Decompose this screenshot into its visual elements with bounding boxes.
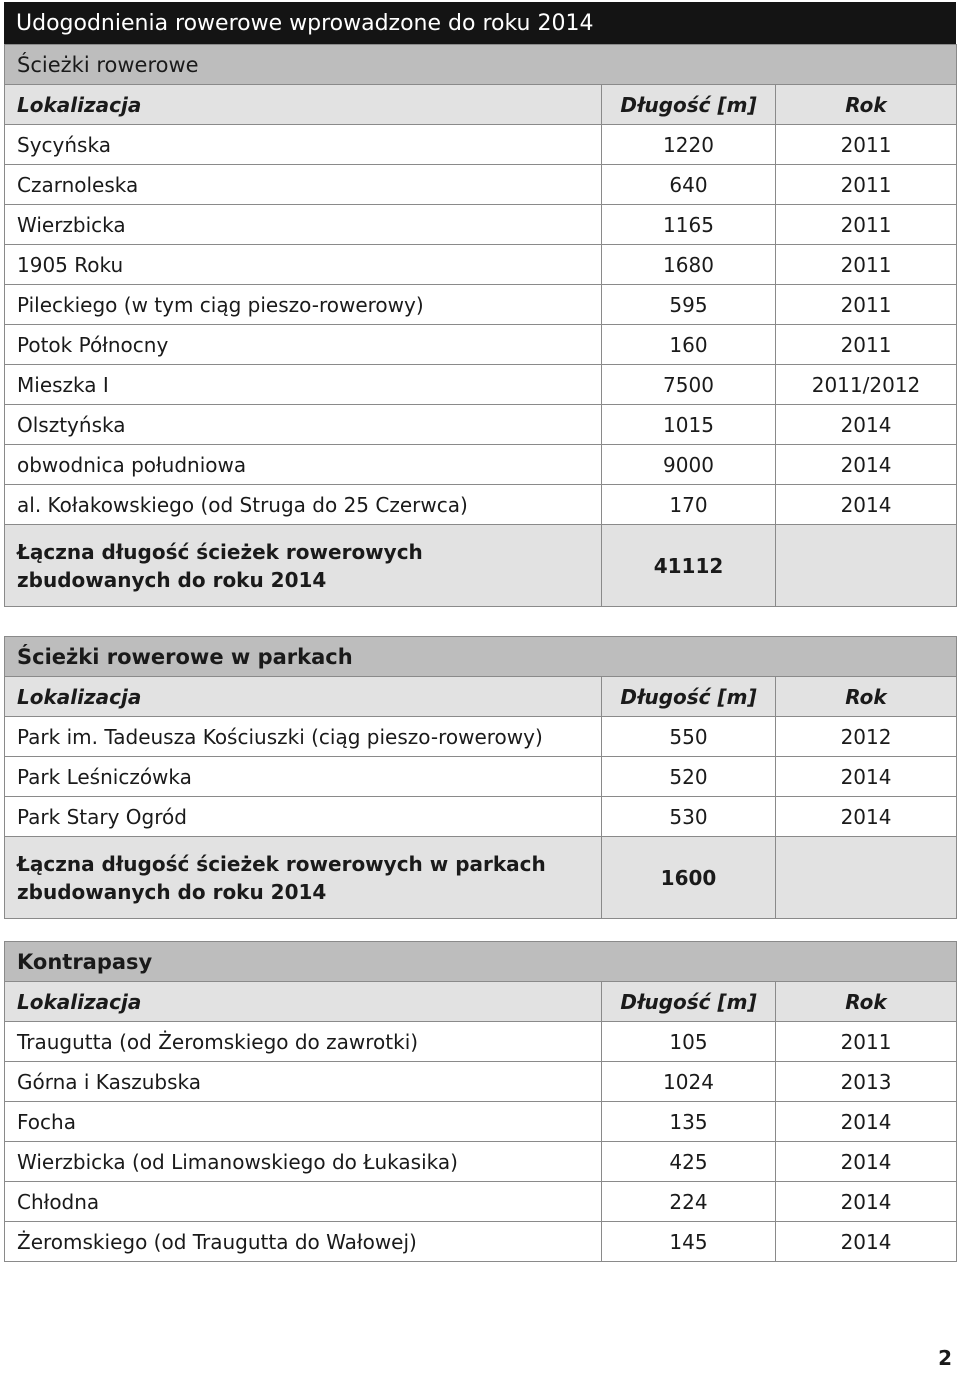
cell-year: 2014 — [776, 405, 957, 445]
column-header-location: Lokalizacja — [5, 982, 602, 1022]
total-row — [5, 525, 957, 607]
cell-location: Górna i Kaszubska — [5, 1062, 602, 1102]
table-row — [5, 365, 957, 405]
column-header-length: Długość [m] — [602, 677, 776, 717]
cell-length: 530 — [602, 797, 776, 837]
table-row — [5, 1062, 957, 1102]
cell-length: 160 — [602, 325, 776, 365]
column-header-year: Rok — [776, 982, 957, 1022]
cell-year: 2012 — [776, 717, 957, 757]
table-row — [5, 1182, 957, 1222]
cell-length: 170 — [602, 485, 776, 525]
cell-year: 2013 — [776, 1062, 957, 1102]
cell-year: 2011 — [776, 1022, 957, 1062]
column-header-location: Lokalizacja — [5, 677, 602, 717]
cell-location: Sycyńska — [5, 125, 602, 165]
table-row — [5, 445, 957, 485]
table-row — [5, 1222, 957, 1262]
cell-location: Chłodna — [5, 1182, 602, 1222]
cell-location: Mieszka I — [5, 365, 602, 405]
cell-length: 9000 — [602, 445, 776, 485]
total-label-line-2: zbudowanych do roku 2014 — [17, 567, 327, 592]
cell-year: 2014 — [776, 485, 957, 525]
table-row — [5, 205, 957, 245]
cell-year: 2014 — [776, 1182, 957, 1222]
total-label-line-1: Łączna długość ścieżek rowerowych — [17, 539, 423, 564]
cell-length: 1015 — [602, 405, 776, 445]
cell-year: 2014 — [776, 445, 957, 485]
cell-year: 2011 — [776, 165, 957, 205]
cell-year: 2011 — [776, 125, 957, 165]
cell-length: 224 — [602, 1182, 776, 1222]
table-contraflow — [4, 941, 957, 1262]
table-row — [5, 1022, 957, 1062]
cell-length: 550 — [602, 717, 776, 757]
cell-year: 2011 — [776, 325, 957, 365]
table-park-paths — [4, 636, 957, 919]
cell-location: Olsztyńska — [5, 405, 602, 445]
cell-location: Focha — [5, 1102, 602, 1142]
table-row — [5, 165, 957, 205]
cell-year: 2014 — [776, 797, 957, 837]
total-value: 41112 — [602, 525, 776, 607]
table-row — [5, 325, 957, 365]
cell-year: 2014 — [776, 1102, 957, 1142]
table-row — [5, 245, 957, 285]
cell-length: 1220 — [602, 125, 776, 165]
cell-length: 520 — [602, 757, 776, 797]
cell-year: 2011 — [776, 285, 957, 325]
cell-location: Traugutta (od Żeromskiego do zawrotki) — [5, 1022, 602, 1062]
table-row — [5, 125, 957, 165]
cell-location: Park Stary Ogród — [5, 797, 602, 837]
cell-location: al. Kołakowskiego (od Struga do 25 Czerwca) — [5, 485, 602, 525]
cell-year: 2014 — [776, 1222, 957, 1262]
cell-length: 105 — [602, 1022, 776, 1062]
section-title: Kontrapasy — [5, 942, 957, 982]
cell-location: Park im. Tadeusza Kościuszki (ciąg pieszo-rowerowy) — [5, 717, 602, 757]
cell-location: Czarnoleska — [5, 165, 602, 205]
section-title: Ścieżki rowerowe w parkach — [5, 637, 957, 677]
cell-year: 2011 — [776, 245, 957, 285]
table-row — [5, 285, 957, 325]
cell-year: 2014 — [776, 1142, 957, 1182]
table-row — [5, 405, 957, 445]
table-row — [5, 717, 957, 757]
cell-year: 2011 — [776, 205, 957, 245]
total-row — [5, 837, 957, 919]
column-header-year: Rok — [776, 85, 957, 125]
total-value: 1600 — [602, 837, 776, 919]
table-row — [5, 757, 957, 797]
total-label — [5, 837, 602, 919]
cell-year: 2014 — [776, 757, 957, 797]
column-header-length: Długość [m] — [602, 85, 776, 125]
table-bike-paths — [4, 44, 957, 607]
section-title: Ścieżki rowerowe — [5, 45, 957, 85]
total-label-line-2: zbudowanych do roku 2014 — [17, 879, 327, 904]
column-header-length: Długość [m] — [602, 982, 776, 1022]
cell-length: 1024 — [602, 1062, 776, 1102]
page-number: 2 — [938, 1346, 952, 1370]
cell-length: 7500 — [602, 365, 776, 405]
cell-length: 145 — [602, 1222, 776, 1262]
column-header-location: Lokalizacja — [5, 85, 602, 125]
cell-length: 640 — [602, 165, 776, 205]
total-label — [5, 525, 602, 607]
cell-year: 2011/2012 — [776, 365, 957, 405]
table-row — [5, 1142, 957, 1182]
cell-location: Wierzbicka — [5, 205, 602, 245]
cell-location: obwodnica południowa — [5, 445, 602, 485]
total-label-line-1: Łączna długość ścieżek rowerowych w parkach — [17, 851, 546, 876]
table-row — [5, 485, 957, 525]
column-header-year: Rok — [776, 677, 957, 717]
cell-length: 135 — [602, 1102, 776, 1142]
cell-location: Pileckiego (w tym ciąg pieszo-rowerowy) — [5, 285, 602, 325]
table-row — [5, 1102, 957, 1142]
cell-length: 1680 — [602, 245, 776, 285]
table-row — [5, 797, 957, 837]
cell-location: Potok Północny — [5, 325, 602, 365]
cell-length: 1165 — [602, 205, 776, 245]
cell-location: 1905 Roku — [5, 245, 602, 285]
cell-location: Wierzbicka (od Limanowskiego do Łukasika) — [5, 1142, 602, 1182]
total-empty-cell — [776, 525, 957, 607]
total-empty-cell — [776, 837, 957, 919]
cell-location: Park Leśniczówka — [5, 757, 602, 797]
cell-length: 425 — [602, 1142, 776, 1182]
cell-location: Żeromskiego (od Traugutta do Wałowej) — [5, 1222, 602, 1262]
cell-length: 595 — [602, 285, 776, 325]
page-title: Udogodnienia rowerowe wprowadzone do roku 2014 — [4, 2, 956, 44]
